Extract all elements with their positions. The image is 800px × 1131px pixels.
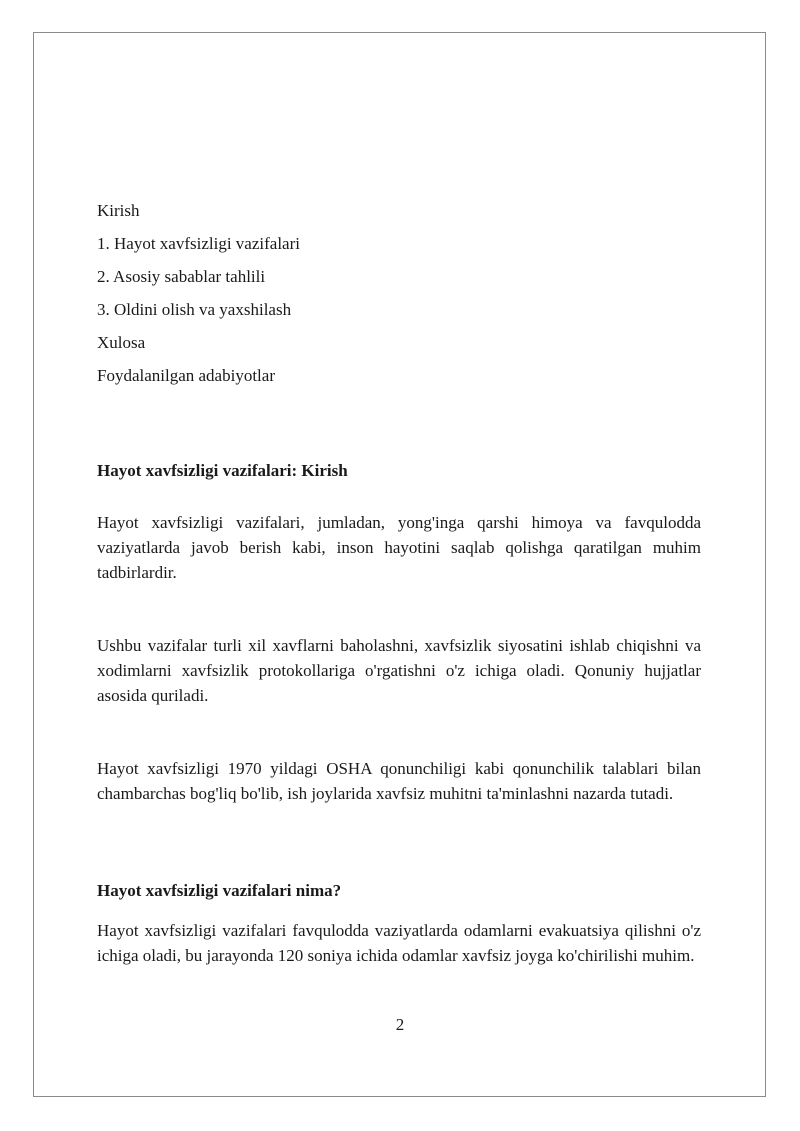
page-number: 2 bbox=[395, 1015, 405, 1034]
toc-item-chapter-2: 2. Asosiy sabablar tahlili bbox=[97, 267, 266, 286]
toc-item-conclusion: Xulosa bbox=[97, 333, 146, 352]
section-heading: Hayot xavfsizligi vazifalari: Kirish bbox=[97, 461, 348, 480]
toc-item-chapter-1: 1. Hayot xavfsizligi vazifalari bbox=[97, 234, 300, 253]
paragraph: Ushbu vazifalar turli xil xavflarni baholashni, xavfsizlik siyosatini ishlab chiqishni va xodimlarni xavfsizlik protokollariga o'rgatishni o'z ichiga oladi. Qonuniy hujjatlar asosida quriladi. bbox=[97, 636, 701, 705]
table-of-contents bbox=[97, 200, 300, 398]
toc-item-references: Foydalanilgan adabiyotlar bbox=[97, 366, 275, 385]
paragraph: Hayot xavfsizligi vazifalari favqulodda vaziyatlarda odamlarni evakuatsiya qilishni o'z ichiga oladi, bu jarayonda 120 soniya ichida odamlar xavfsiz joyga ko'chirilishi muhim. bbox=[97, 921, 701, 965]
paragraph: Hayot xavfsizligi vazifalari, jumladan, yong'inga qarshi himoya va favqulodda vaziyatlarda javob berish kabi, inson hayotini saqlab qolishga qaratilgan muhim tadbirlardir. bbox=[97, 513, 701, 582]
toc-item-introduction: Kirish bbox=[97, 201, 140, 220]
toc-item-chapter-3: 3. Oldini olish va yaxshilash bbox=[97, 300, 292, 319]
paragraph: Hayot xavfsizligi 1970 yildagi OSHA qonunchiligi kabi qonunchilik talablari bilan chambarchas bog'liq bo'lib, ish joylarida xavfsiz muhitni ta'minlashni nazarda tutadi. bbox=[97, 759, 701, 803]
section-heading: Hayot xavfsizligi vazifalari nima? bbox=[97, 881, 342, 900]
